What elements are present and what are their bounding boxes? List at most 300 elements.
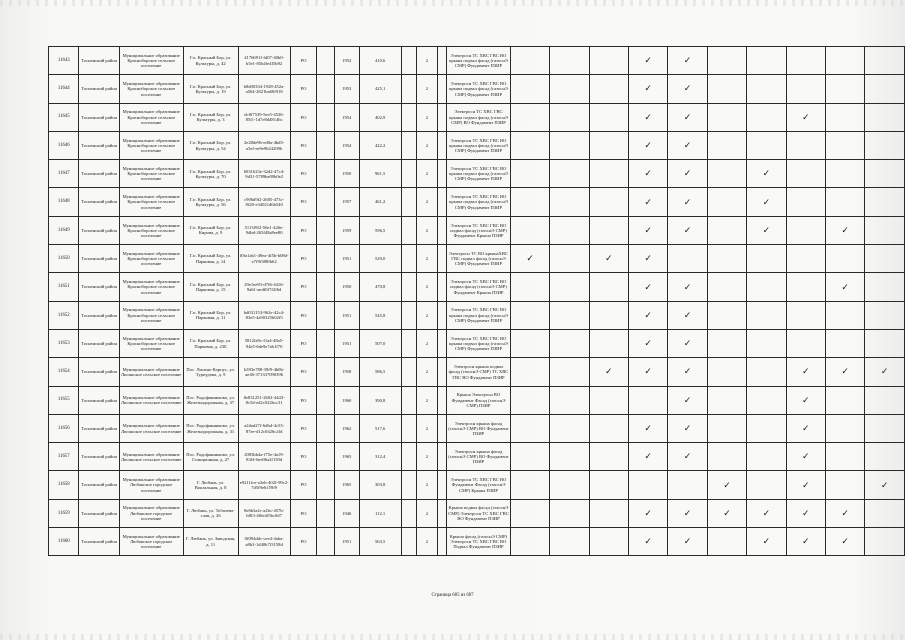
- ownership-cell: РО: [290, 131, 317, 159]
- checkmark-icon: ✓: [644, 339, 652, 350]
- district-cell: Тосненский район: [79, 443, 119, 471]
- district-cell: Тосненский район: [79, 188, 119, 216]
- table-row: [49, 273, 905, 301]
- work-check-cell: [825, 358, 864, 386]
- checkmark-icon: ✓: [762, 169, 771, 180]
- district-cell: Тосненский район: [79, 471, 119, 499]
- row-id-cell: 11648: [49, 188, 79, 216]
- work-check-cell: [825, 499, 864, 527]
- work-check-cell: [747, 471, 786, 499]
- work-check-cell: [825, 75, 864, 103]
- work-check-cell: [747, 103, 786, 131]
- empty-cell: [401, 273, 416, 301]
- work-check-cell: [747, 47, 786, 75]
- guid-cell: 5812fa9c-f1a4-48a5-94e5-6de9e7ab1f70: [238, 329, 290, 357]
- work-check-cell: [550, 443, 589, 471]
- table-row: [49, 188, 905, 216]
- work-check-cell: [825, 103, 864, 131]
- work-check-cell: [865, 75, 905, 103]
- area-cell: 303,8: [359, 471, 401, 499]
- checkmark-icon: ✓: [683, 169, 692, 180]
- checkmark-icon: ✓: [604, 367, 613, 378]
- ownership-cell: РО: [290, 160, 317, 188]
- municipality-cell: Муниципальное образование Лисинское сельское поселение: [119, 358, 183, 386]
- work-check-cell: [707, 443, 746, 471]
- checkmark-icon: ✓: [683, 56, 692, 67]
- work-check-cell: [747, 414, 786, 442]
- floors-cell: 2: [416, 103, 438, 131]
- empty-cell: [438, 216, 447, 244]
- checkmark-icon: ✓: [644, 282, 652, 293]
- checkmark-icon: ✓: [644, 84, 652, 95]
- year-built-cell: 1954: [334, 103, 359, 131]
- guid-cell: 2e28de9b-ed0a-4bd5-a5ef-ee9e9624209b: [238, 131, 290, 159]
- municipality-cell: Муниципальное образование Красноборское сельское поселение: [119, 329, 183, 357]
- table-row: [49, 329, 905, 357]
- work-check-cell: [589, 216, 628, 244]
- work-check-cell: [628, 386, 667, 414]
- work-check-cell: [865, 216, 905, 244]
- table-row: [49, 499, 905, 527]
- address-cell: Г.п. Красный Бор, ул. Кирова, д. 9: [183, 216, 238, 244]
- empty-cell: [317, 386, 335, 414]
- work-check-cell: [825, 471, 864, 499]
- checkmark-icon: ✓: [683, 537, 692, 548]
- work-check-cell: [628, 103, 667, 131]
- work-description-cell: Электросн ТС ХВС ГВС ВО подвал фасад (газоснЭ СМР) Фундамент Крыша ПЗИР: [447, 273, 511, 301]
- municipality-cell: Муниципальное образование Любанское городское поселение: [119, 471, 183, 499]
- checkmark-icon: ✓: [723, 508, 731, 519]
- work-check-cell: [550, 273, 589, 301]
- municipality-cell: Муниципальное образование Лисинское сельское поселение: [119, 386, 183, 414]
- row-id-cell: 11657: [49, 443, 79, 471]
- work-check-cell: [510, 301, 549, 329]
- work-check-cell: [747, 528, 786, 556]
- work-check-cell: [707, 414, 746, 442]
- checkmark-icon: ✓: [762, 537, 771, 548]
- district-cell: Тосненский район: [79, 414, 119, 442]
- checkmark-icon: ✓: [841, 508, 849, 519]
- work-check-cell: [510, 329, 549, 357]
- work-check-cell: [825, 273, 864, 301]
- checkmark-icon: ✓: [762, 225, 771, 236]
- work-check-cell: [865, 273, 905, 301]
- municipality-cell: Муниципальное образование Красноборское сельское поселение: [119, 131, 183, 159]
- work-check-cell: [747, 499, 786, 527]
- empty-cell: [438, 160, 447, 188]
- address-cell: Пос. Радофинниково, ул. Станционная, д. 27: [183, 443, 238, 471]
- row-id-cell: 11644: [49, 75, 79, 103]
- address-cell: Пос. Радофинниково, ул. Железнодорожная, д. 37: [183, 386, 238, 414]
- empty-cell: [317, 131, 335, 159]
- address-cell: Г.п. Красный Бор, ул. Культуры, д. 19: [183, 75, 238, 103]
- work-description-cell: Электросн ТС ХВС ГВС ВО крыша подвал фасад (газоснЭ СМР) Фундамент ПЗИР: [447, 160, 511, 188]
- municipality-cell: Муниципальное образование Лисинское сельское поселение: [119, 443, 183, 471]
- work-check-cell: [668, 160, 707, 188]
- municipality-cell: Муниципальное образование Красноборское сельское поселение: [119, 273, 183, 301]
- work-check-cell: [786, 329, 825, 357]
- guid-cell: bd031153-962e-42c4-83e5-4a90325b02f5: [238, 301, 290, 329]
- checkmark-icon: ✓: [762, 197, 771, 208]
- work-check-cell: [786, 103, 825, 131]
- work-description-cell: Электросн крыша подвал фасад (газоснЭ СМР) ТС ХВС ГВС ВО Фундамент ПЗИР: [447, 358, 511, 386]
- guid-cell: 29e1ee93-d7f6-4416-9a61-aedf0f7f2f6d: [238, 273, 290, 301]
- work-check-cell: [589, 443, 628, 471]
- address-cell: Г. Любань, ул. Вокзальная, д. 8: [183, 471, 238, 499]
- work-check-cell: [628, 471, 667, 499]
- work-description-cell: Электросн ТС ХВС ГВС ВО крыша подвал фасад (газоснЭ СМР) Фундамент ПЗИР: [447, 188, 511, 216]
- guid-cell: 5113f9f2-56e1-426e-9dbd-265f48a8ee80: [238, 216, 290, 244]
- year-built-cell: 1953: [334, 75, 359, 103]
- area-cell: 517,6: [359, 414, 401, 442]
- checkmark-icon: ✓: [644, 367, 652, 378]
- work-check-cell: [786, 273, 825, 301]
- empty-cell: [317, 329, 335, 357]
- year-built-cell: 1951: [334, 301, 359, 329]
- checkmark-icon: ✓: [644, 254, 652, 265]
- work-description-cell: Крыша фасад (газоснЭ СМР) Электросн ТС ХВС ГВС ВО Подвал Фундамент ПЗИР: [447, 528, 511, 556]
- empty-cell: [317, 528, 335, 556]
- empty-cell: [438, 386, 447, 414]
- work-check-cell: [825, 216, 864, 244]
- work-check-cell: [589, 499, 628, 527]
- work-check-cell: [668, 103, 707, 131]
- row-id-cell: 11650: [49, 245, 79, 273]
- floors-cell: 2: [416, 188, 438, 216]
- work-check-cell: [707, 47, 746, 75]
- floors-cell: 2: [416, 47, 438, 75]
- work-check-cell: [707, 499, 746, 527]
- table-row: [49, 414, 905, 442]
- area-cell: 529,0: [359, 245, 401, 273]
- district-cell: Тосненский район: [79, 273, 119, 301]
- floors-cell: 2: [416, 386, 438, 414]
- scan-edge-bottom: [0, 634, 905, 640]
- floors-cell: 2: [416, 216, 438, 244]
- checkmark-icon: ✓: [644, 169, 652, 180]
- work-description-cell: Электросн ТС ВО крышаХВС ГВС подвал фасад (газоснЭ СМР) Фундамент ПЗИР: [447, 245, 511, 273]
- work-check-cell: [510, 75, 549, 103]
- work-check-cell: [825, 188, 864, 216]
- work-check-cell: [510, 471, 549, 499]
- work-check-cell: [825, 47, 864, 75]
- work-check-cell: [747, 160, 786, 188]
- work-check-cell: [786, 245, 825, 273]
- checkmark-icon: ✓: [644, 508, 652, 519]
- empty-cell: [317, 75, 335, 103]
- scan-edge-top: [0, 0, 905, 6]
- work-check-cell: [786, 301, 825, 329]
- row-id-cell: 11658: [49, 471, 79, 499]
- work-check-cell: [668, 301, 707, 329]
- work-check-cell: [747, 131, 786, 159]
- ownership-cell: РО: [290, 103, 317, 131]
- work-check-cell: [865, 47, 905, 75]
- ownership-cell: РО: [290, 216, 317, 244]
- guid-cell: b393e788-39f9-4b0b-ae46-371337090396: [238, 358, 290, 386]
- empty-cell: [438, 329, 447, 357]
- work-check-cell: [550, 160, 589, 188]
- work-check-cell: [865, 358, 905, 386]
- work-check-cell: [668, 216, 707, 244]
- empty-cell: [317, 47, 335, 75]
- district-cell: Тосненский район: [79, 301, 119, 329]
- address-cell: Г.п. Красный Бор, ул. Парковая, д. 15: [183, 273, 238, 301]
- work-check-cell: [747, 188, 786, 216]
- floors-cell: 2: [416, 528, 438, 556]
- municipality-cell: Муниципальное образование Красноборское сельское поселение: [119, 216, 183, 244]
- empty-cell: [317, 216, 335, 244]
- work-check-cell: [865, 103, 905, 131]
- area-cell: 312,4: [359, 443, 401, 471]
- year-built-cell: 1951: [334, 528, 359, 556]
- checkmark-icon: ✓: [683, 395, 692, 406]
- checkmark-icon: ✓: [683, 339, 692, 350]
- work-check-cell: [668, 47, 707, 75]
- ownership-cell: РО: [290, 75, 317, 103]
- floors-cell: 2: [416, 273, 438, 301]
- empty-cell: [401, 528, 416, 556]
- work-check-cell: [628, 443, 667, 471]
- address-cell: Пос. Лисино-Корпус, ул. Турпудова, д. 9: [183, 358, 238, 386]
- empty-cell: [317, 358, 335, 386]
- checkmark-icon: ✓: [683, 367, 692, 378]
- work-check-cell: [589, 131, 628, 159]
- address-cell: Г.п. Красный Бор, ул. Культуры, д. 3: [183, 103, 238, 131]
- checkmark-icon: ✓: [526, 254, 534, 265]
- checkmark-icon: ✓: [802, 480, 810, 491]
- year-built-cell: 1954: [334, 131, 359, 159]
- table-row: [49, 528, 905, 556]
- empty-cell: [317, 499, 335, 527]
- area-cell: 461,2: [359, 188, 401, 216]
- work-check-cell: [786, 358, 825, 386]
- year-built-cell: 1962: [334, 414, 359, 442]
- empty-cell: [438, 131, 447, 159]
- empty-cell: [438, 103, 447, 131]
- work-check-cell: [707, 329, 746, 357]
- work-check-cell: [747, 273, 786, 301]
- checkmark-icon: ✓: [644, 225, 652, 236]
- work-check-cell: [589, 160, 628, 188]
- work-check-cell: [628, 216, 667, 244]
- ownership-cell: РО: [290, 188, 317, 216]
- table-row: [49, 471, 905, 499]
- row-id-cell: 11651: [49, 273, 79, 301]
- row-id-cell: 11652: [49, 301, 79, 329]
- area-cell: 112,1: [359, 499, 401, 527]
- work-check-cell: [747, 75, 786, 103]
- guid-cell: e9211fce-a3eb-402f-99c2-7d5f9e6159f9: [238, 471, 290, 499]
- checkmark-icon: ✓: [762, 508, 771, 519]
- work-check-cell: [628, 329, 667, 357]
- address-cell: Г.п. Красный Бор, ул. Культуры, д. 42: [183, 47, 238, 75]
- work-check-cell: [786, 386, 825, 414]
- area-cell: 422,2: [359, 131, 401, 159]
- checkmark-icon: ✓: [644, 452, 652, 463]
- work-check-cell: [589, 471, 628, 499]
- empty-cell: [401, 301, 416, 329]
- year-built-cell: 1965: [334, 443, 359, 471]
- row-id-cell: 11645: [49, 103, 79, 131]
- ownership-cell: РО: [290, 301, 317, 329]
- work-check-cell: [550, 245, 589, 273]
- work-check-cell: [589, 103, 628, 131]
- work-check-cell: [550, 103, 589, 131]
- year-built-cell: 1960: [334, 386, 359, 414]
- work-check-cell: [510, 216, 549, 244]
- municipality-cell: Муниципальное образование Красноборское сельское поселение: [119, 75, 183, 103]
- district-cell: Тосненский район: [79, 103, 119, 131]
- work-check-cell: [865, 499, 905, 527]
- empty-cell: [401, 47, 416, 75]
- work-check-cell: [589, 386, 628, 414]
- page-number: Страница 685 из 687: [431, 593, 474, 598]
- checkmark-icon: ✓: [683, 84, 692, 95]
- work-check-cell: [510, 245, 549, 273]
- work-check-cell: [747, 443, 786, 471]
- floors-cell: 2: [416, 245, 438, 273]
- work-check-cell: [707, 216, 746, 244]
- work-description-cell: Электросн крыша фасад (газоснЭ СМР) ВО Фундамент ПЗИР: [447, 443, 511, 471]
- district-cell: Тосненский район: [79, 216, 119, 244]
- work-check-cell: [707, 301, 746, 329]
- table-row: [49, 75, 905, 103]
- work-check-cell: [786, 47, 825, 75]
- checkmark-icon: ✓: [841, 282, 849, 293]
- checkmark-icon: ✓: [683, 141, 692, 152]
- empty-cell: [317, 188, 335, 216]
- work-check-cell: [550, 188, 589, 216]
- guid-cell: 6031623e-32d2-47c4-9d31-5789be09b0e2: [238, 160, 290, 188]
- work-check-cell: [825, 386, 864, 414]
- checkmark-icon: ✓: [802, 112, 810, 123]
- guid-cell: a2dad27f-6dbd-4c53-87ee-d12c0426c2fd: [238, 414, 290, 442]
- municipality-cell: Муниципальное образование Красноборское сельское поселение: [119, 103, 183, 131]
- work-check-cell: [865, 386, 905, 414]
- municipality-cell: Муниципальное образование Красноборское сельское поселение: [119, 160, 183, 188]
- table-row: [49, 47, 905, 75]
- district-cell: Тосненский район: [79, 47, 119, 75]
- work-check-cell: [747, 358, 786, 386]
- work-check-cell: [865, 188, 905, 216]
- work-description-cell: Электросн ТС ХВС ГВС ВО крыша подвал фасад (газоснЭ СМР) Фундамент ПЗИР: [447, 329, 511, 357]
- checkmark-icon: ✓: [880, 480, 889, 491]
- work-check-cell: [510, 499, 549, 527]
- checkmark-icon: ✓: [841, 367, 849, 378]
- empty-cell: [317, 301, 335, 329]
- work-check-cell: [550, 528, 589, 556]
- empty-cell: [401, 358, 416, 386]
- area-cell: 390,8: [359, 386, 401, 414]
- checkmark-icon: ✓: [644, 197, 652, 208]
- work-check-cell: [786, 528, 825, 556]
- work-check-cell: [510, 358, 549, 386]
- district-cell: Тосненский район: [79, 528, 119, 556]
- year-built-cell: 1957: [334, 188, 359, 216]
- floors-cell: 2: [416, 301, 438, 329]
- work-check-cell: [668, 273, 707, 301]
- work-check-cell: [510, 131, 549, 159]
- work-check-cell: [628, 75, 667, 103]
- work-check-cell: [668, 131, 707, 159]
- row-id-cell: 11643: [49, 47, 79, 75]
- work-check-cell: [668, 358, 707, 386]
- work-check-cell: [550, 414, 589, 442]
- empty-cell: [438, 188, 447, 216]
- guid-cell: 0f094ddc-cee4-4aba-a8b3-1d40b7f3158d: [238, 528, 290, 556]
- registry-table: [48, 46, 905, 556]
- checkmark-icon: ✓: [802, 452, 810, 463]
- work-check-cell: [747, 386, 786, 414]
- work-check-cell: [628, 188, 667, 216]
- year-built-cell: 1958: [334, 358, 359, 386]
- work-check-cell: [786, 414, 825, 442]
- empty-cell: [438, 301, 447, 329]
- checkmark-icon: ✓: [604, 254, 613, 265]
- empty-cell: [401, 499, 416, 527]
- table-row: [49, 386, 905, 414]
- empty-cell: [438, 471, 447, 499]
- work-check-cell: [510, 103, 549, 131]
- work-check-cell: [865, 471, 905, 499]
- floors-cell: 2: [416, 329, 438, 357]
- work-check-cell: [628, 273, 667, 301]
- work-check-cell: [786, 131, 825, 159]
- work-check-cell: [589, 329, 628, 357]
- ownership-cell: РО: [290, 358, 317, 386]
- work-check-cell: [707, 245, 746, 273]
- row-id-cell: 11659: [49, 499, 79, 527]
- work-check-cell: [865, 443, 905, 471]
- work-check-cell: [589, 301, 628, 329]
- table-row: [49, 301, 905, 329]
- checkmark-icon: ✓: [644, 310, 652, 321]
- work-check-cell: [786, 216, 825, 244]
- empty-cell: [438, 528, 447, 556]
- area-cell: 563,5: [359, 528, 401, 556]
- ownership-cell: РО: [290, 329, 317, 357]
- work-check-cell: [550, 499, 589, 527]
- table-row: [49, 103, 905, 131]
- area-cell: 545,8: [359, 301, 401, 329]
- empty-cell: [438, 273, 447, 301]
- empty-cell: [401, 216, 416, 244]
- work-check-cell: [510, 386, 549, 414]
- empty-cell: [317, 245, 335, 273]
- empty-cell: [401, 131, 416, 159]
- ownership-cell: РО: [290, 47, 317, 75]
- work-description-cell: Электросн ТС ХВС ГВС ВО Фундамент Фасад (газоснЭ СМР) Крыша ПЗИР: [447, 471, 511, 499]
- work-check-cell: [589, 47, 628, 75]
- address-cell: Г.п. Красный Бор, ул. Культуры, д. 54: [183, 131, 238, 159]
- table-row: [49, 131, 905, 159]
- row-id-cell: 11654: [49, 358, 79, 386]
- work-check-cell: [628, 47, 667, 75]
- address-cell: Г.п. Красный Бор, ул. Парковая, д. 11: [183, 301, 238, 329]
- registry-body: [49, 47, 905, 556]
- year-built-cell: 1952: [334, 47, 359, 75]
- work-check-cell: [707, 471, 746, 499]
- work-check-cell: [589, 273, 628, 301]
- empty-cell: [438, 499, 447, 527]
- row-id-cell: 11649: [49, 216, 79, 244]
- guid-cell: b8d00334-1928-452a-a564-2821ba60f918: [238, 75, 290, 103]
- municipality-cell: Муниципальное образование Лисинское сельское поселение: [119, 414, 183, 442]
- work-check-cell: [510, 273, 549, 301]
- checkmark-icon: ✓: [802, 508, 810, 519]
- work-check-cell: [510, 188, 549, 216]
